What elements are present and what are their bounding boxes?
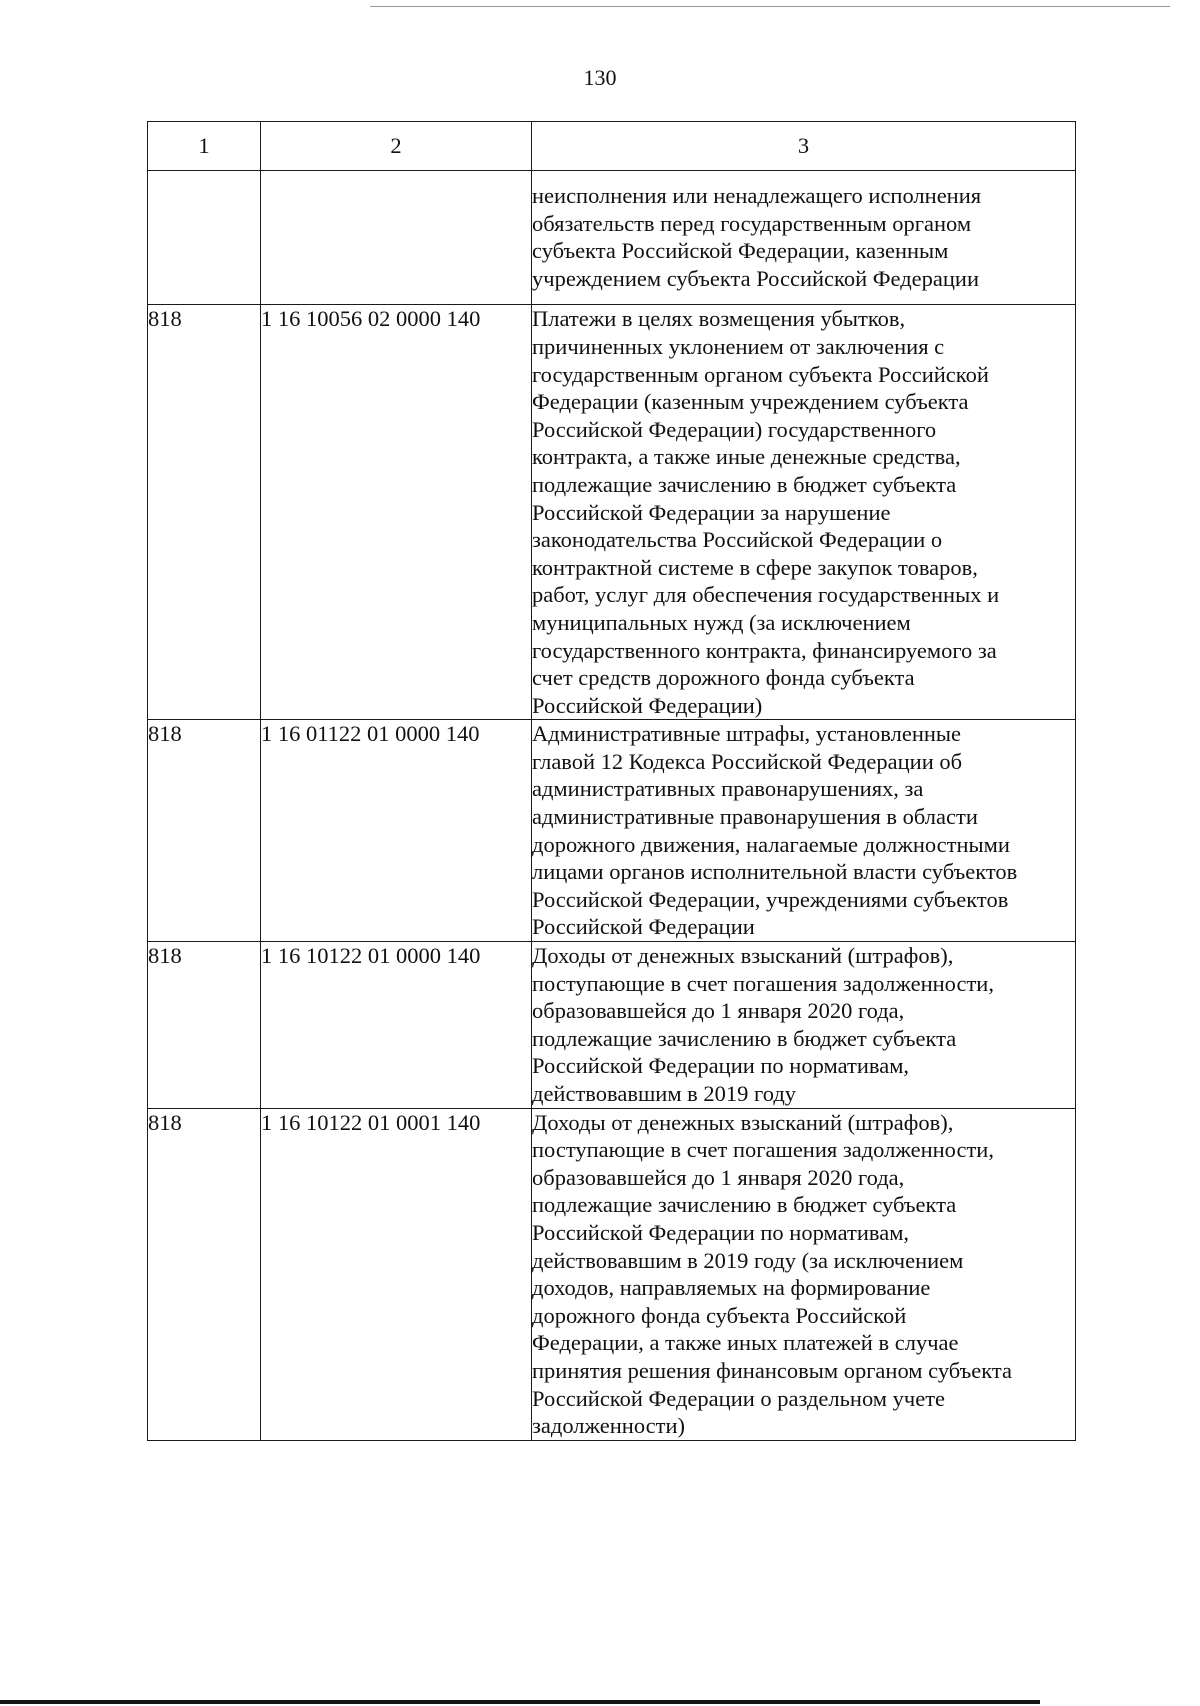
description-line: поступающие в счет погашения задолженности, <box>532 970 994 996</box>
administrator-code-cell: 818 <box>148 720 261 942</box>
administrator-code-cell: 818 <box>148 942 261 1109</box>
description-line: причиненных уклонением от заключения с <box>532 333 945 359</box>
description-line: Доходы от денежных взысканий (штрафов), <box>532 1109 954 1135</box>
budget-codes-table <box>147 121 1076 1441</box>
description-line: доходов, направляемых на формирование <box>532 1275 931 1301</box>
description-line: образовавшейся до 1 января 2020 года, <box>532 998 905 1024</box>
description-line: Российской Федерации по нормативам, <box>532 1053 910 1079</box>
description-line: контрактной системе в сфере закупок товаров, <box>532 554 978 580</box>
table-row <box>148 942 1076 1109</box>
table-body <box>148 171 1076 1441</box>
description-line: обязательств перед государственным органом <box>532 210 972 236</box>
description-line: Российской Федерации <box>532 914 755 940</box>
table-row <box>148 171 1076 305</box>
description-line: дорожного фонда субъекта Российской <box>532 1302 907 1328</box>
revenue-description-cell <box>532 720 1076 942</box>
description-line: подлежащие зачислению в бюджет субъекта <box>532 471 957 497</box>
revenue-description-cell <box>532 171 1076 305</box>
description-line: счет средств дорожного фонда субъекта <box>532 665 915 691</box>
description-line: действовавшим в 2019 году (за исключением <box>532 1247 964 1273</box>
table-row <box>148 720 1076 942</box>
description-line: Федерации (казенным учреждением субъекта <box>532 389 969 415</box>
scan-bottom-edge-bar <box>0 1700 1040 1704</box>
description-line: дорожного движения, налагаемые должностными <box>532 831 1010 857</box>
description-line: Доходы от денежных взысканий (штрафов), <box>532 943 954 969</box>
budget-classification-code-cell: 1 16 10122 01 0001 140 <box>261 1108 532 1440</box>
budget-classification-code-cell <box>261 171 532 305</box>
table-header-row <box>148 122 1076 171</box>
description-line: муниципальных нужд (за исключением <box>532 609 911 635</box>
administrator-code-cell: 818 <box>148 305 261 720</box>
description-line: поступающие в счет погашения задолженности, <box>532 1137 994 1163</box>
revenue-description-cell <box>532 305 1076 720</box>
description-line: Административные штрафы, установленные <box>532 721 962 747</box>
description-line: административные правонарушения в области <box>532 804 978 830</box>
column-header-1: 1 <box>148 122 261 171</box>
description-line: государственным органом субъекта Российской <box>532 361 989 387</box>
table-row <box>148 305 1076 720</box>
column-header-2: 2 <box>261 122 532 171</box>
description-line: субъекта Российской Федерации, казенным <box>532 238 949 264</box>
description-line: учреждением субъекта Российской Федерации <box>532 265 979 291</box>
table-row <box>148 1108 1076 1440</box>
description-line: Российской Федерации о раздельном учете <box>532 1385 946 1411</box>
description-line: принятия решения финансовым органом субъекта <box>532 1357 1013 1383</box>
description-line: подлежащие зачислению в бюджет субъекта <box>532 1192 957 1218</box>
budget-classification-code-cell: 1 16 10122 01 0000 140 <box>261 942 532 1109</box>
description-line: подлежащие зачислению в бюджет субъекта <box>532 1025 957 1051</box>
description-line: работ, услуг для обеспечения государственных и <box>532 582 1000 608</box>
description-line: образовавшейся до 1 января 2020 года, <box>532 1164 905 1190</box>
description-line: государственного контракта, финансируемого за <box>532 637 997 663</box>
description-line: действовавшим в 2019 году <box>532 1081 797 1106</box>
budget-classification-code-cell: 1 16 10056 02 0000 140 <box>261 305 532 720</box>
description-line: Российской Федерации по нормативам, <box>532 1219 910 1245</box>
description-line: Платежи в целях возмещения убытков, <box>532 306 906 332</box>
description-line: административных правонарушениях, за <box>532 776 924 802</box>
scan-top-edge-line <box>370 6 1170 7</box>
administrator-code-cell <box>148 171 261 305</box>
description-line: Российской Федерации) <box>532 692 763 718</box>
description-line: главой 12 Кодекса Российской Федерации об <box>532 748 963 774</box>
description-line: Федерации, а также иных платежей в случае <box>532 1330 959 1356</box>
description-line: задолженности) <box>532 1413 685 1439</box>
description-line: контракта, а также иные денежные средства, <box>532 444 961 470</box>
description-line: Российской Федерации за нарушение <box>532 499 891 525</box>
administrator-code-cell: 818 <box>148 1108 261 1440</box>
description-line: законодательства Российской Федерации о <box>532 527 943 553</box>
description-line: Российской Федерации) государственного <box>532 416 937 442</box>
budget-classification-code-cell: 1 16 01122 01 0000 140 <box>261 720 532 942</box>
page-number: 130 <box>583 65 617 90</box>
revenue-description-cell <box>532 1108 1076 1440</box>
revenue-description-cell <box>532 942 1076 1109</box>
description-line: лицами органов исполнительной власти субъектов <box>532 859 1018 885</box>
column-header-3: 3 <box>532 122 1076 171</box>
description-line: Российской Федерации, учреждениями субъектов <box>532 886 1009 912</box>
description-line: неисполнения или ненадлежащего исполнения <box>532 183 982 208</box>
